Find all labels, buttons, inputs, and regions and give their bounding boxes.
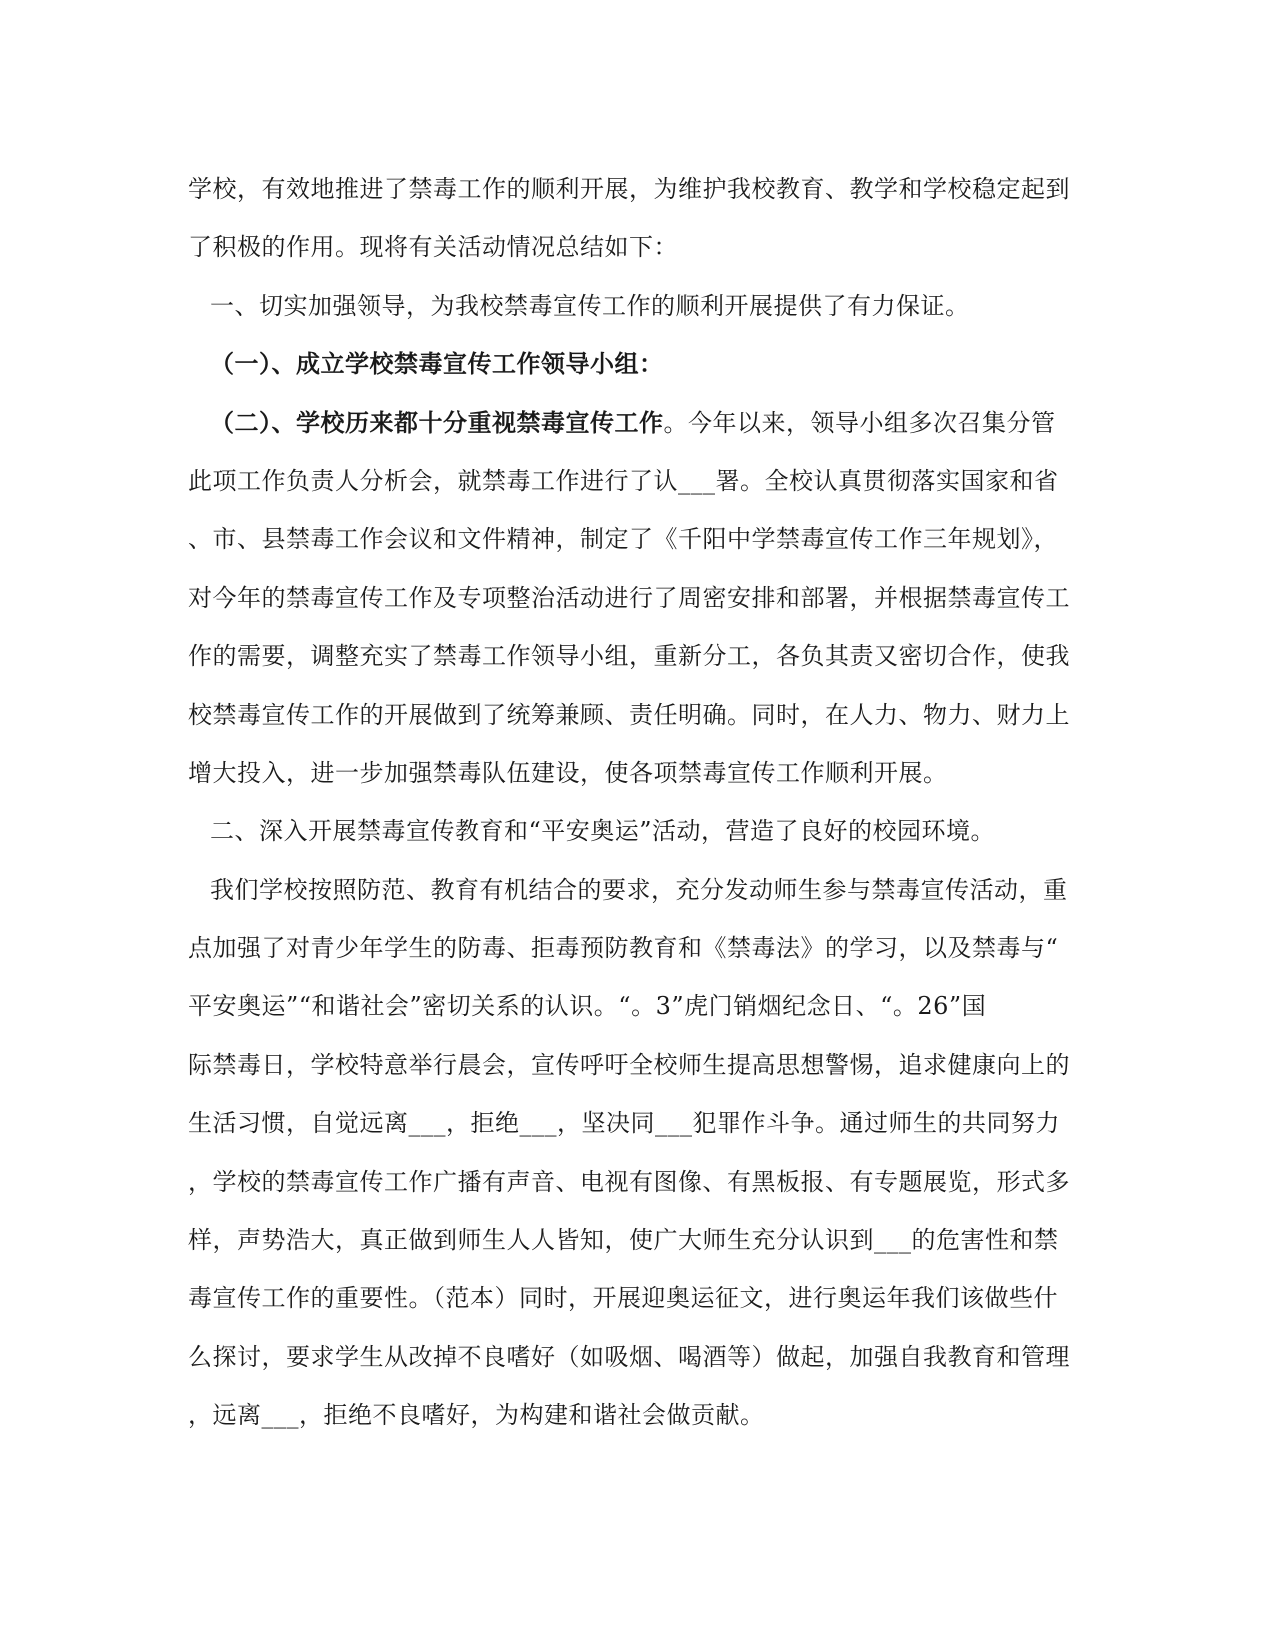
text-line: ，学校的禁毒宣传工作广播有声音、电视有图像、有黑板报、有专题展览，形式多: [188, 1167, 1070, 1196]
text-line: [188, 394, 1088, 452]
section-heading-2: 二、深入开展禁毒宣传教育和“平安奥运”活动，营造了良好的校园环境。: [210, 817, 996, 846]
text-line: 生活习惯，自觉远离___，拒绝___，坚决同___犯罪作斗争。通过师生的共同努力: [188, 1109, 1060, 1138]
text-run: 。今年以来，领导小组多次召集分管: [663, 408, 1056, 437]
subsection-heading-1: （一）、成立学校禁毒宣传工作领导小组：: [210, 349, 664, 379]
text-line: 平安奥运”“和谐社会”密切关系的认识。“。3”虎门销烟纪念日、“。26”国: [188, 992, 987, 1021]
text-line: 作的需要，调整充实了禁毒工作领导小组，重新分工，各负其责又密切合作，使我: [188, 642, 1070, 671]
text-line: 点加强了对青少年学生的防毒、拒毒预防教育和《禁毒法》的学习，以及禁毒与“: [188, 934, 1059, 963]
text-line: ，远离___，拒绝不良嗜好，为构建和谐社会做贡献。: [188, 1401, 765, 1430]
text-line: 增大投入，进一步加强禁毒队伍建设，使各项禁毒宣传工作顺利开展。: [188, 758, 948, 787]
text-line: 此项工作负责人分析会，就禁毒工作进行了认___署。全校认真贯彻落实国家和省: [188, 466, 1059, 495]
text-line: 、市、县禁毒工作会议和文件精神，制定了《千阳中学禁毒宣传工作三年规划》，: [188, 525, 1058, 554]
subsection-heading-2: （二）、学校历来都十分重视禁毒宣传工作: [210, 407, 664, 437]
text-line: 我们学校按照防范、教育有机结合的要求，充分发动师生参与禁毒宣传活动，重: [210, 875, 1068, 904]
text-line: 样，声势浩大，真正做到师生人人皆知，使广大师生充分认识到___的危害性和禁: [188, 1226, 1059, 1255]
section-heading-1: 一、切实加强领导，为我校禁毒宣传工作的顺利开展提供了有力保证。: [210, 291, 970, 320]
text-line: 毒宣传工作的重要性。（范本）同时，开展迎奥运征文，进行奥运年我们该做些什: [188, 1284, 1058, 1313]
text-line: 际禁毒日，学校特意举行晨会，宣传呼吁全校师生提高思想警惕，追求健康向上的: [188, 1050, 1070, 1079]
text-line: 了积极的作用。现将有关活动情况总结如下：: [188, 233, 678, 262]
text-line: 么探讨，要求学生从改掉不良嗜好（如吸烟、喝酒等）做起，加强自我教育和管理: [188, 1342, 1070, 1371]
text-line: 校禁毒宣传工作的开展做到了统筹兼顾、责任明确。同时，在人力、物力、财力上: [188, 700, 1070, 729]
text-line: 对今年的禁毒宣传工作及专项整治活动进行了周密安排和部署，并根据禁毒宣传工: [188, 583, 1070, 612]
text-line: 学校，有效地推进了禁毒工作的顺利开展，为维护我校教育、教学和学校稳定起到: [188, 175, 1070, 203]
document-page: [188, 160, 1088, 1445]
